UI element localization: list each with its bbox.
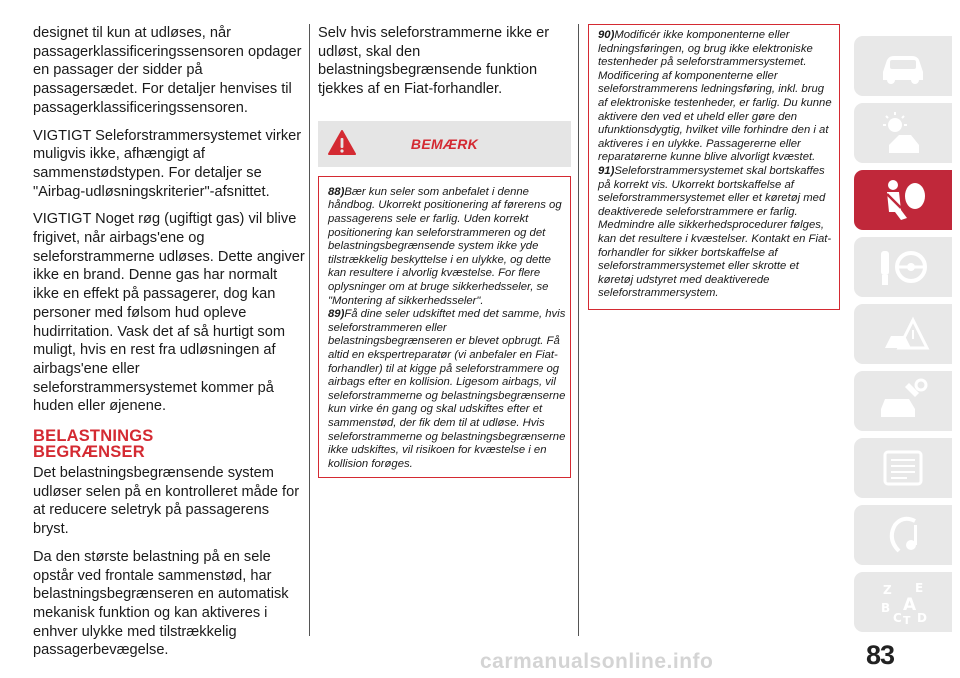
tab-car[interactable] (854, 36, 952, 96)
note-text: Få dine seler udskiftet med det samme, hvis seleforstrammeren eller belastningsbegrænseren er blevet opbrugt. Få altid en ekspertreparatør (vi anbefaler en Fiat-forhandler) til at kigge på seleforstrammere og airbags efter en kollision. Ligesom airbags, vil seleforstrammerne og belastningsbegrænserne kun virke én gang og skal udskiftes efter et sammenstød, der fik dem til at udløse. Hvis seleforstrammerne og belastningsbegrænserne ikke udskiftes, vil risikoen for kvæstelse i en kollision forøges. (328, 308, 566, 470)
index-letter: E (915, 581, 924, 595)
note-box (588, 24, 840, 310)
middle-column (318, 24, 571, 478)
index-letter: Z (883, 583, 892, 597)
warning-triangle-car-icon (875, 310, 931, 358)
car-icon (875, 42, 931, 90)
tab-safety[interactable] (854, 170, 952, 230)
paragraph: Det belastningsbegrænsende system udløser selen på en kontrolleret måde for at reducere seletryk på passagerens bryst. (33, 465, 300, 538)
paragraph: VIGTIGT Seleforstrammersystemet virker muligvis ikke, afhængigt af sammenstødstypen. For detaljer se "Airbag-udløsningskriterier"-afsnittet. (33, 127, 302, 200)
column-divider (578, 24, 579, 636)
note-91 (598, 165, 835, 301)
note-title: BEMÆRK (410, 135, 479, 152)
paragraph: Da den største belastning på en sele opstår ved frontale sammenstød, har belastningsbegrænseren en automatisk mekanisk funktion og kan aktiveres i enhver ulykke med tilstrækkelig passagerbevægelse. (33, 548, 289, 659)
right-column (588, 24, 840, 310)
alphabetical-index-icon (875, 578, 931, 626)
tab-dashboard[interactable] (854, 103, 952, 163)
tab-index[interactable] (854, 572, 952, 632)
note-89 (328, 308, 566, 471)
dashboard-lights-icon (875, 109, 931, 157)
heading-line: BELASTNINGS (33, 427, 154, 446)
key-steering-wheel-icon (875, 243, 931, 291)
tab-technical-data[interactable] (854, 438, 952, 498)
column-divider (309, 24, 310, 636)
note-box (318, 176, 571, 478)
seatbelt-airbag-icon (875, 176, 931, 224)
technical-data-icon (875, 444, 931, 492)
paragraph: VIGTIGT Noget røg (ugiftigt gas) vil blive frigivet, når airbags'ene og seleforstrammerne udløses. Dette angiver ikke en brand. Denne gas har normalt ikke en effekt på passagerer, dog kan personer med følsom hud opleve hudirritation. Vask det af så hurtigt som muligt, hvis en rest fra udløsningen af airbags'ene eller seleforstrammersystemet kommer på huden eller øjenene. (33, 211, 305, 415)
section-heading (33, 428, 305, 460)
note-text: Seleforstrammersystemet skal bortskaffes på korrekt vis. Ukorrekt bortskaffelse af seleforstrammersystemet eller et køretøj med deaktiverede seleforstrammere er farlig. Medmindre alle sikkerhedsprocedurer følges, kan det resultere i kvæstelser. Kontakt en Fiat-forhandler for sikker bortskaffelse af seleforstrammersystemet eller skrotte et køretøj udstyret med deaktiverede seleforstrammersystem. (598, 164, 832, 300)
multimedia-icon (875, 511, 931, 559)
note-number: 89) (328, 308, 345, 321)
watermark: carmanualsonline.info (480, 650, 714, 673)
index-letter: C (893, 611, 902, 625)
heading-line: BEGRÆNSER (33, 443, 145, 462)
index-letter: A (903, 595, 917, 615)
tab-start-drive[interactable] (854, 237, 952, 297)
note-number: 91) (598, 164, 615, 177)
warning-icon (328, 129, 356, 157)
note-text: Bær kun seler som anbefalet i denne håndbog. Ukorrekt positionering af førerens og passagerens sele er farlig. Uden korrekt positionering kan seleforstrammeren og det belastningsbegrænsende system ikke yde tilstrækkelig beskyttelse i en ulykke, og dette kan resultere i alvorlig kvæstelse. For flere oplysninger om at bruge sikkerhedsseler, se "Montering af sikkerhedsseler". (328, 185, 562, 307)
tab-emergency[interactable] (854, 304, 952, 364)
index-letter: B (881, 601, 891, 615)
index-letter: D (917, 611, 927, 625)
paragraph: designet til kun at udløses, når passagerklassificeringssensoren opdager en passager der sidder på passagersædet. For detaljer henvises til passagerklassificeringssensoren. (33, 25, 302, 116)
chapter-tabs (854, 36, 954, 639)
tab-multimedia[interactable] (854, 505, 952, 565)
note-90 (598, 29, 835, 165)
page-number: 83 (865, 640, 895, 670)
index-letter: T (903, 614, 911, 626)
wrench-car-icon (875, 377, 931, 425)
note-text: Modificér ikke komponenterne eller ledningsføringen, og brug ikke elektroniske testenheder på seleforstrammersystemet. Modificering af komponenterne eller seleforstrammerens ledningsføring, inkl. brug af elektroniske testenheder, er farlig. Du kunne aktivere den ved et uheld eller gøre den ufunktionsdygtig, hvilket ville forhindre den i at aktiveres i en ulykke. Passagererne eller reparatørerne kunne blive alvorligt kvæstet. (598, 29, 832, 164)
left-column (33, 24, 305, 669)
note-number: 88) (328, 185, 345, 198)
note-number: 90) (598, 29, 615, 41)
tab-maintenance[interactable] (854, 371, 952, 431)
paragraph: Selv hvis seleforstrammerne ikke er udløst, skal den belastningsbegrænsende funktion tjekkes af en Fiat-forhandler. (318, 25, 550, 98)
note-88 (328, 186, 566, 308)
note-header (318, 121, 571, 167)
